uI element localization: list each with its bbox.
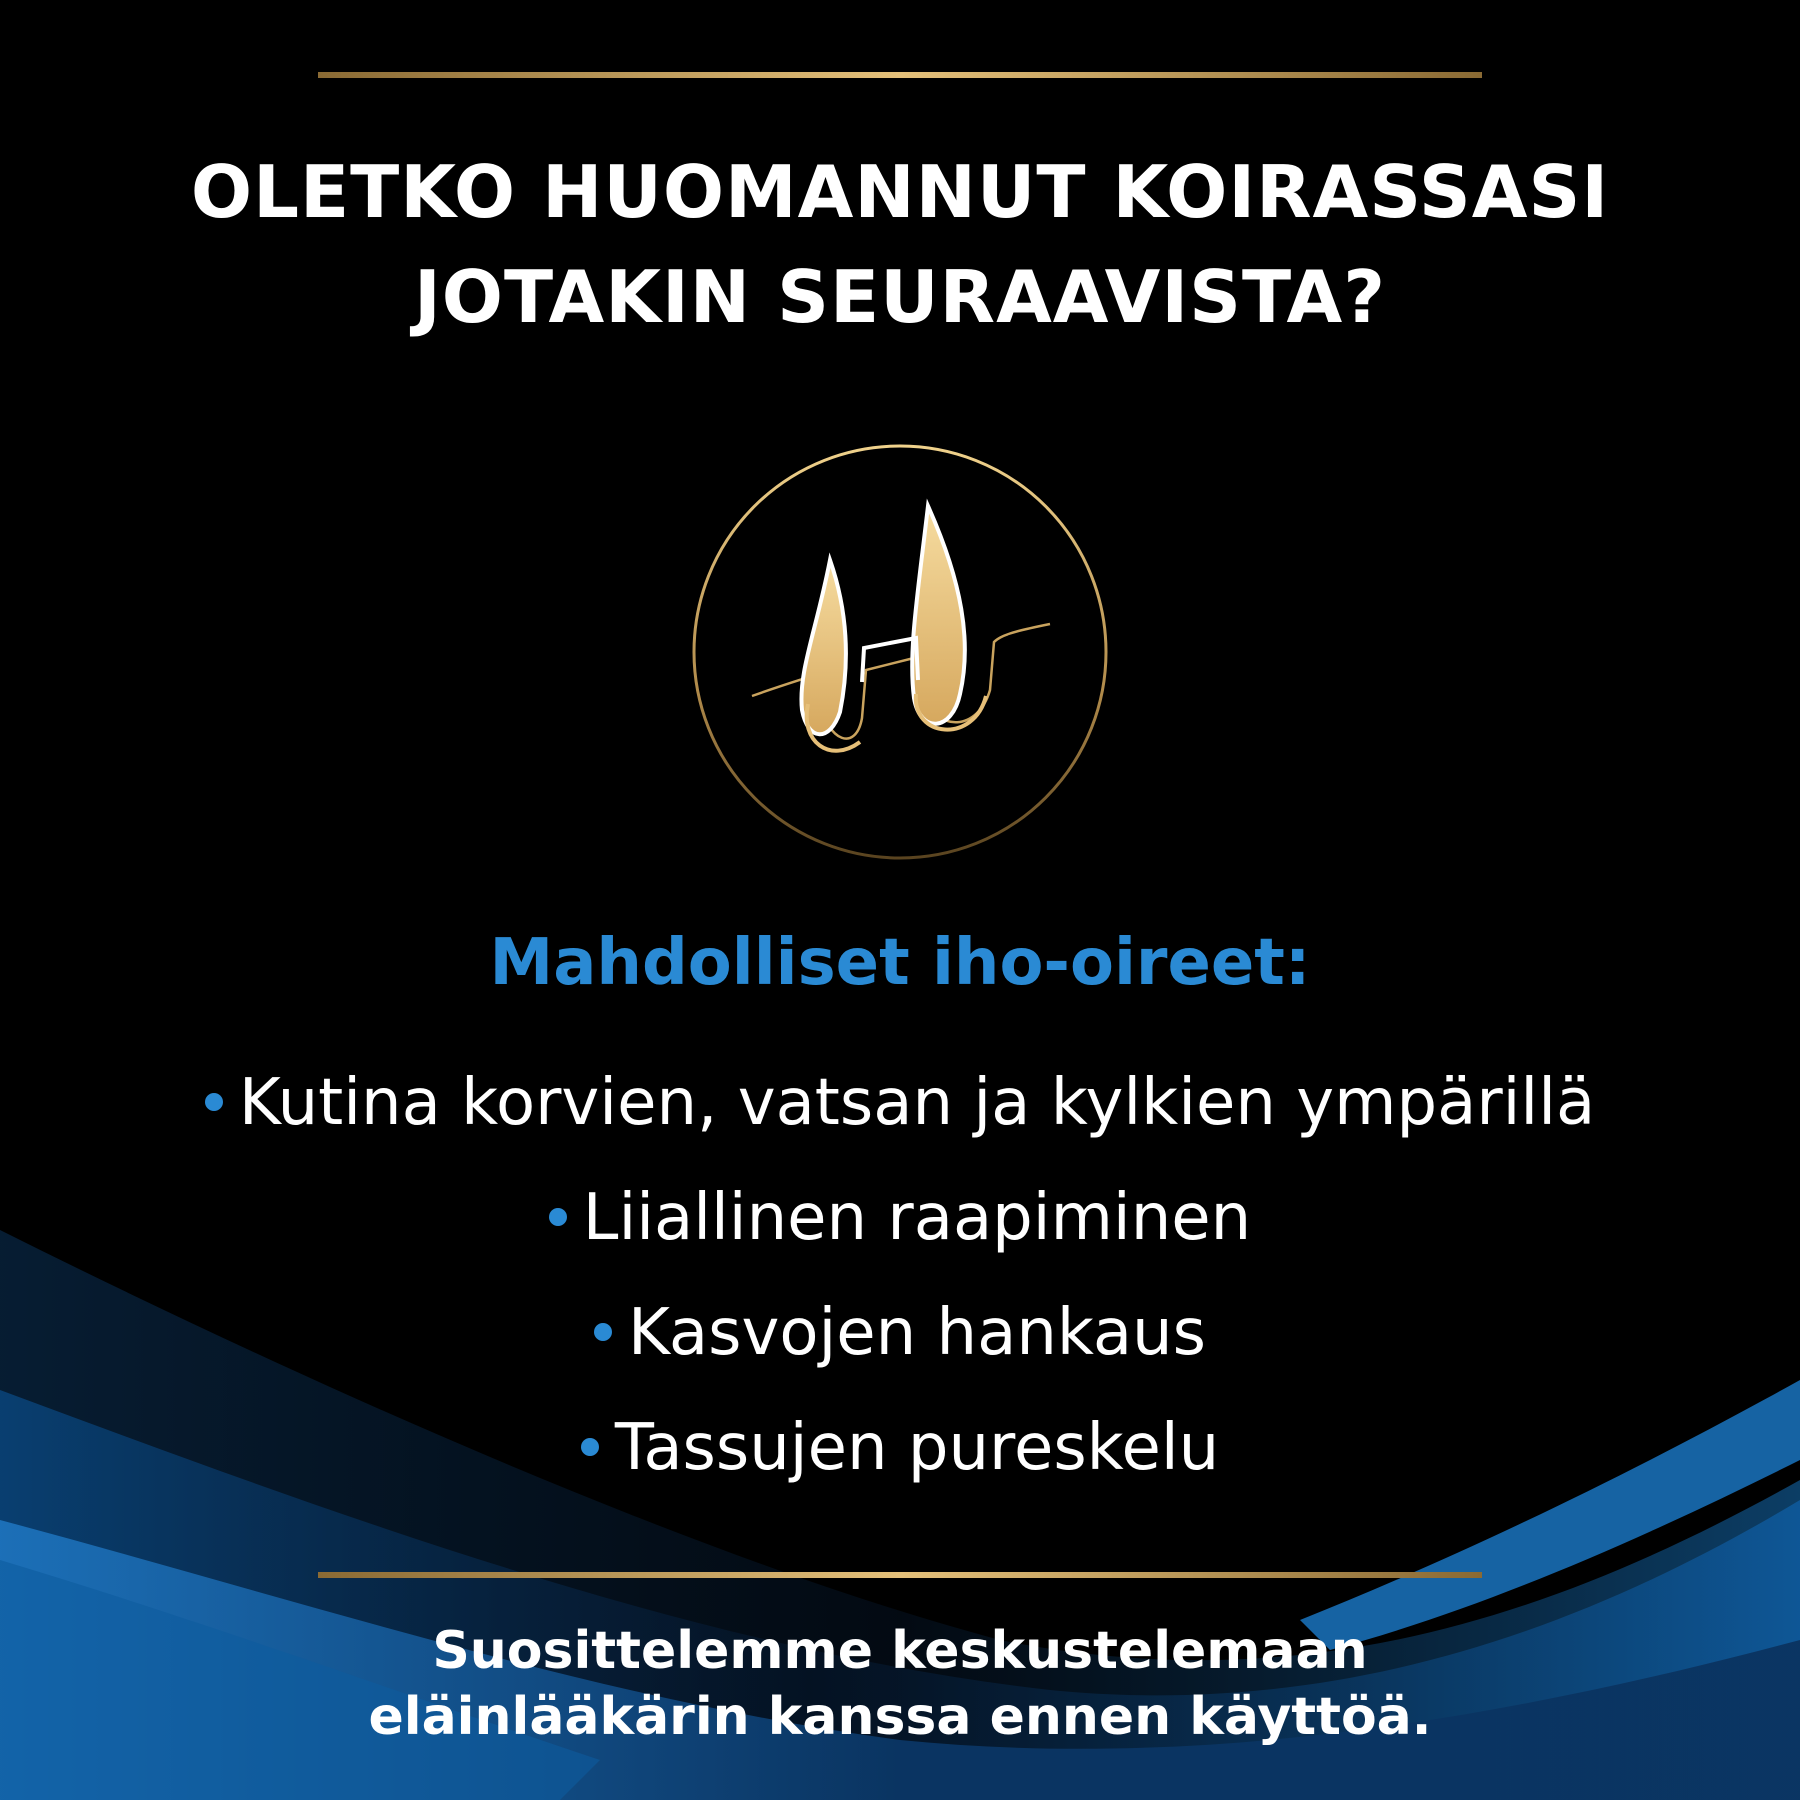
symptom-label: Liiallinen raapiminen: [582, 1181, 1252, 1255]
headline: [60, 140, 1740, 350]
symptoms-heading: Mahdolliset iho-oireet:: [489, 926, 1311, 1000]
symptom-label: Kasvojen hankaus: [628, 1296, 1206, 1370]
bullet-dot-icon: [549, 1208, 567, 1226]
list-item: [0, 1161, 1800, 1276]
bullet-dot-icon: [594, 1323, 612, 1341]
footer-note: [60, 1618, 1740, 1750]
list-item: [0, 1391, 1800, 1506]
symptom-label: Tassujen pureskelu: [614, 1411, 1220, 1485]
headline-line-2: JOTAKIN SEURAAVISTA?: [413, 255, 1387, 339]
footer-line-1: Suosittelemme keskustelemaan: [432, 1621, 1368, 1681]
bottom-gold-divider: [318, 1572, 1482, 1578]
list-item: [0, 1276, 1800, 1391]
symptom-label: Kutina korvien, vatsan ja kylkien ympärillä: [238, 1066, 1596, 1140]
bullet-dot-icon: [581, 1438, 599, 1456]
symptom-list: [0, 1046, 1800, 1506]
top-gold-divider: [318, 72, 1482, 78]
bullet-dot-icon: [205, 1093, 223, 1111]
headline-line-1: OLETKO HUOMANNUT KOIRASSASI: [190, 150, 1610, 234]
list-item: [0, 1046, 1800, 1161]
footer-line-2: eläinlääkärin kanssa ennen käyttöä.: [368, 1687, 1432, 1747]
hair-follicle-icon: [690, 442, 1110, 862]
